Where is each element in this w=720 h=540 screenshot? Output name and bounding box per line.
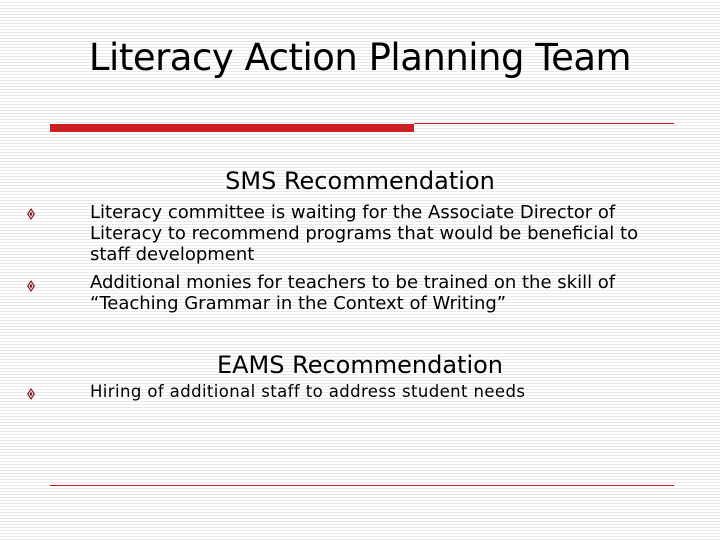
bullet-item: Literacy committee is waiting for the Associate Director of Literacy to recommend programs that would be beneficial to staff development bbox=[90, 202, 639, 265]
diamond-bullet-icon bbox=[24, 279, 38, 293]
title-underline-thin bbox=[414, 123, 674, 124]
bullet-item: Additional monies for teachers to be trained on the skill of “Teaching Grammar in the Context of Writing” bbox=[90, 272, 616, 314]
diamond-bullet-icon bbox=[24, 387, 38, 401]
bullet-item: Hiring of additional staff to address student needs bbox=[90, 382, 526, 401]
diamond-bullet-icon bbox=[24, 207, 38, 221]
footer-rule bbox=[50, 485, 674, 486]
title-underline-accent bbox=[50, 124, 414, 132]
section-heading-eams: EAMS Recommendation bbox=[216, 351, 504, 379]
slide-title: Literacy Action Planning Team bbox=[88, 36, 632, 79]
section-heading-sms: SMS Recommendation bbox=[225, 167, 495, 195]
